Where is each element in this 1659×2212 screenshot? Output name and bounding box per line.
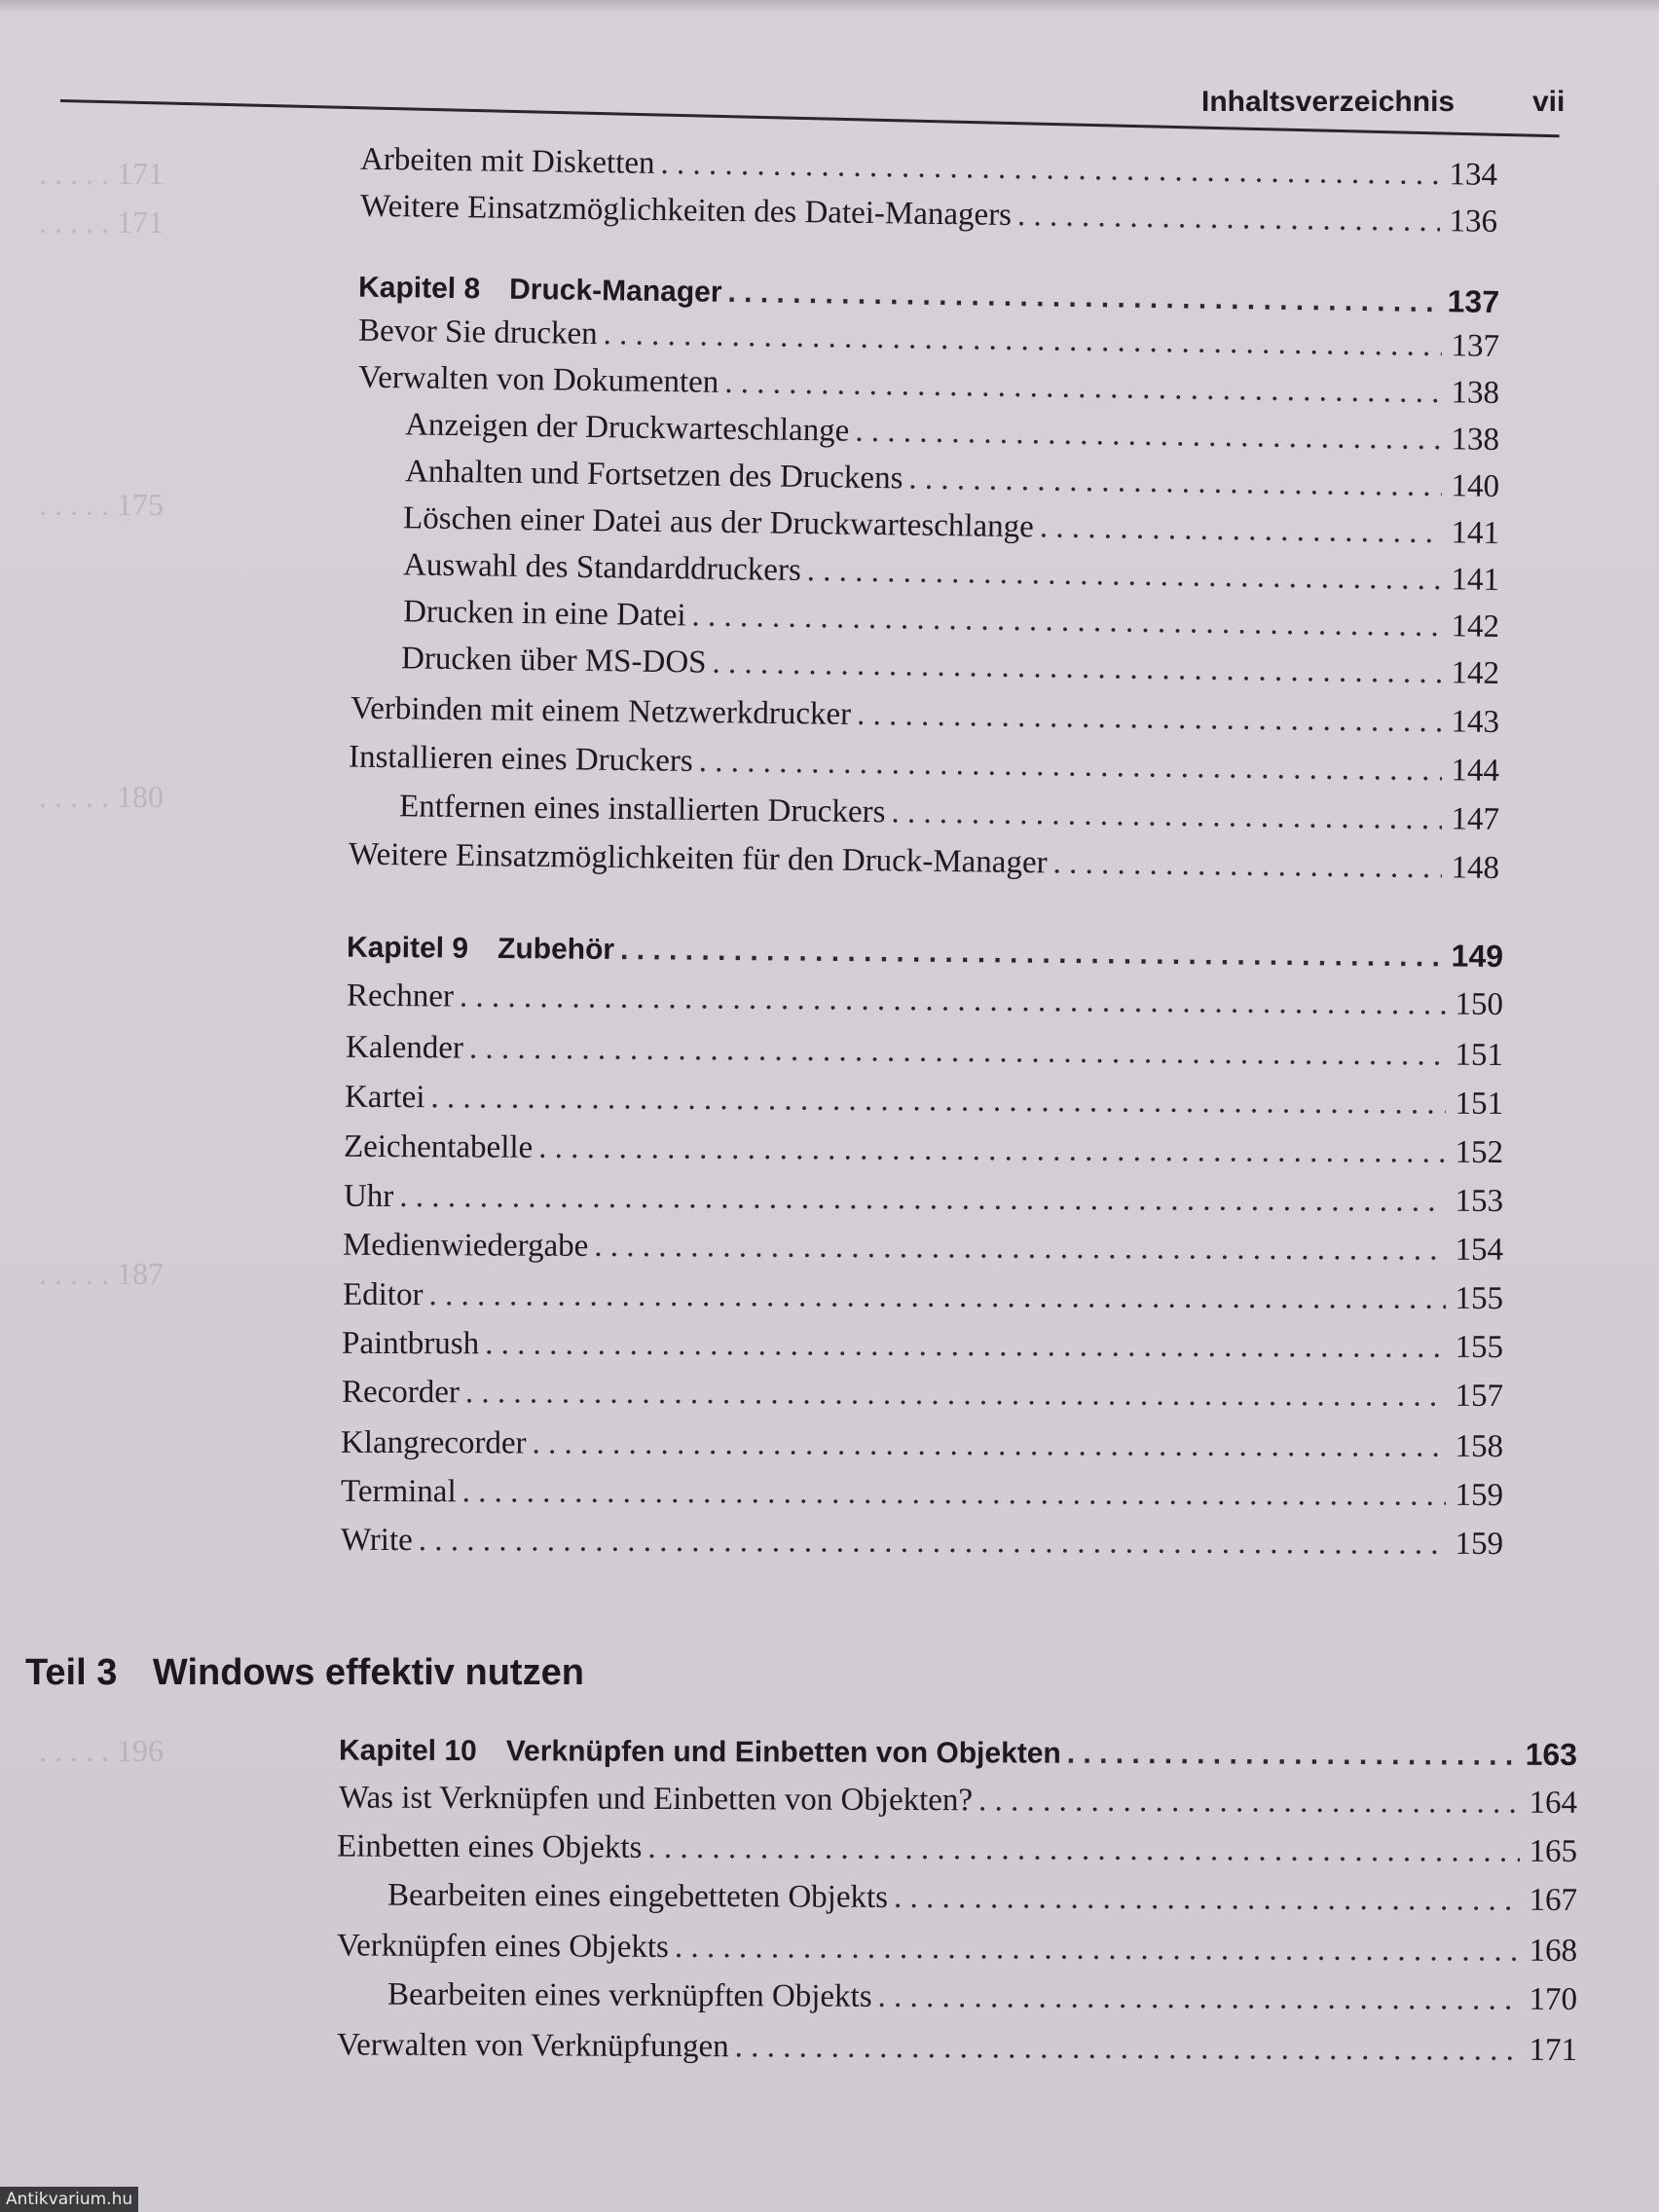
entry-title: Paintbrush [341,1325,480,1362]
entry-title: Kalender [345,1029,464,1066]
dot-leader [538,1128,1445,1172]
entry-title: Editor [342,1276,424,1313]
chapter-label: Kapitel 10 [338,1734,477,1768]
dot-leader [603,314,1441,365]
toc-entry-row [349,738,1499,791]
running-header-page-number: vii [1532,86,1566,118]
toc-entry-row [343,1275,1503,1318]
show-through-text: . . . . . 171 [39,156,164,191]
page-number: 141 [1451,515,1500,551]
dot-leader [1017,196,1440,240]
page-number: 157 [1455,1378,1504,1414]
toc-chapter-row [339,1729,1577,1776]
toc-subentry-row [399,787,1499,839]
show-through-text: . . . . . 175 [39,487,164,522]
dot-leader [724,363,1442,412]
page-number: 170 [1529,1981,1578,2017]
dot-leader [428,1275,1445,1318]
toc-chapter-row [347,927,1503,977]
entry-title: Bearbeiten eines verknüpften Objekts [387,1976,872,2014]
entry-title: Terminal [340,1473,457,1510]
dot-leader [691,596,1442,645]
dot-leader [978,1781,1520,1822]
dot-leader [647,1828,1519,1871]
dot-leader [727,274,1438,322]
toc-subentry-row [401,639,1499,693]
page-number: 171 [1529,2032,1578,2068]
page-number: 138 [1451,422,1500,458]
entry-title: Auswahl des Standarddruckers [402,547,802,588]
entry-title: Uhr [343,1178,394,1215]
chapter-label: Kapitel 9 [346,931,469,965]
running-header-title: Inhaltsverzeichnis [1201,86,1456,118]
page-number: 167 [1529,1882,1578,1918]
entry-title: Weitere Einsatzmöglichkeiten für den Druck-Manager [348,836,1048,881]
show-through-text: . . . . . 171 [39,204,164,240]
toc-entry-row [350,689,1499,742]
toc-entry-row [346,1028,1503,1075]
page-number: 142 [1451,655,1500,691]
dot-leader [807,551,1442,599]
entry-title: Anhalten und Fortsetzen des Druckens [404,454,903,497]
entry-title: Recorder [341,1374,461,1411]
page-number: 159 [1455,1477,1504,1513]
entry-title: Einbetten eines Objekts [336,1828,643,1865]
page-number: 158 [1455,1428,1504,1464]
dot-leader [894,1878,1520,1920]
dot-leader [399,1177,1445,1221]
entry-title: Klangrecorder [340,1424,527,1461]
page-number: 147 [1451,801,1500,837]
show-through-text: . . . . . 187 [39,1256,164,1291]
entry-title: Zeichentabelle [343,1128,534,1165]
dot-leader [469,1029,1446,1075]
page-number: 163 [1525,1736,1578,1772]
chapter-heading [347,929,614,970]
page-number: 159 [1455,1526,1504,1562]
page-number: 151 [1455,1037,1504,1073]
dot-leader [1052,843,1441,887]
toc-entry-row [344,1127,1503,1172]
toc-entry-row [337,2025,1577,2070]
page-number: 143 [1451,704,1500,740]
chapter-heading [339,1731,1061,1773]
part-heading [25,1652,584,1694]
dot-leader [877,1977,1519,2019]
entry-title: Drucken in eine Datei [402,594,686,634]
part-title: Windows effektiv nutzen [152,1652,584,1693]
dot-leader [857,695,1442,741]
page-number: 138 [1451,375,1500,411]
chapter-label: Kapitel 8 [357,271,481,306]
page-number: 140 [1451,468,1500,504]
toc-entry-row [341,1521,1503,1564]
entry-title: Was ist Verknüpfen und Einbetten von Objekten? [338,1780,974,1819]
entry-title: Write [340,1522,413,1559]
show-through-text: . . . . . 180 [39,779,164,814]
dot-leader [699,742,1442,790]
page-number: 142 [1451,608,1500,645]
entry-title: Medienwiedergabe [342,1227,589,1264]
page-number: 168 [1529,1933,1578,1969]
toc-entry-row [339,1778,1577,1823]
toc-entry-row [345,1078,1503,1124]
chapter-heading [358,269,722,313]
page-number: 155 [1455,1329,1504,1365]
chapter-title: Verknüpfen und Einbetten von Objekten [505,1735,1061,1770]
dot-leader [462,1472,1446,1515]
page-number: 144 [1451,753,1500,789]
entry-title: Weitere Einsatzmöglichkeiten des Datei-Managers [359,188,1013,234]
page-number: 137 [1447,283,1500,319]
dot-leader [675,1928,1520,1971]
page-number: 141 [1451,562,1500,598]
part-label: Teil 3 [25,1652,118,1693]
chapter-title: Zubehör [497,932,615,967]
page-number: 152 [1455,1134,1504,1170]
toc-entry-row [337,1826,1577,1871]
entry-title: Installieren eines Druckers [348,739,693,779]
page-number: 149 [1451,938,1504,974]
toc-subentry-row [403,592,1499,646]
entry-title: Drucken über MS-DOS [400,641,707,681]
toc-entry-row [360,140,1497,195]
entry-title: Verwalten von Dokumenten [357,359,719,400]
toc-subentry-row [405,452,1499,506]
entry-title: Kartei [344,1079,425,1116]
entry-title: Anzeigen der Druckwarteschlange [404,407,850,449]
dot-leader [419,1521,1446,1564]
dot-leader [485,1324,1445,1366]
toc-subentry-row [403,498,1499,553]
toc-entry-row [347,977,1503,1024]
watermark: Antikvarium.hu [0,2187,138,2212]
toc-subentry-row [387,1876,1577,1920]
toc-subentry-row [403,545,1499,600]
dot-leader [532,1424,1445,1466]
entry-title: Rechner [346,977,455,1014]
show-through-text: . . . . . 196 [39,1733,164,1768]
toc-entry-row [344,1177,1503,1221]
entry-title: Bevor Sie drucken [357,313,598,352]
dot-leader [620,931,1442,977]
dot-leader [908,460,1442,506]
page-number: 155 [1455,1280,1504,1316]
toc-entry-row [358,358,1499,413]
dot-leader [660,144,1440,194]
page-number: 136 [1449,203,1498,240]
page-edge-shadow [0,0,1659,14]
dot-leader [735,2027,1520,2070]
page-number: 153 [1455,1183,1504,1219]
dot-leader [430,1078,1445,1123]
entry-title: Verknüpfen eines Objekts [336,1928,670,1965]
entry-title: Löschen einer Datei aus der Druckwarteschlange [402,500,1035,545]
entry-title: Verwalten von Verknüpfungen [336,2027,729,2065]
dot-leader [460,977,1446,1024]
dot-leader [594,1227,1445,1270]
dot-leader [712,644,1442,692]
dot-leader [1040,507,1442,552]
page-number: 150 [1455,986,1504,1022]
page-number: 134 [1449,157,1498,193]
toc-entry-row [337,1926,1577,1971]
toc-entry-row [341,1423,1503,1466]
toc-subentry-row [405,405,1499,460]
dot-leader [465,1373,1446,1416]
dot-leader [891,793,1442,838]
dot-leader [855,412,1442,459]
page-number: 165 [1529,1833,1578,1869]
page-number: 164 [1529,1785,1578,1821]
dot-leader [1067,1735,1516,1776]
page-number: 148 [1451,850,1500,886]
page-number: 154 [1455,1232,1504,1268]
toc-entry-row [342,1324,1503,1367]
entry-title: Entfernen eines installierten Druckers [398,789,886,830]
entry-title: Verbinden mit einem Netzwerkdrucker [350,690,852,732]
toc-entry-row [343,1226,1503,1270]
entry-title: Arbeiten mit Disketten [359,141,655,181]
page-number: 137 [1451,328,1500,364]
toc-entry-row [341,1472,1503,1515]
page-number: 151 [1455,1086,1504,1122]
toc-entry-row [360,187,1497,241]
entry-title: Bearbeiten eines eingebetteten Objekts [387,1877,889,1915]
chapter-title: Druck-Manager [508,273,722,309]
toc-subentry-row [387,1975,1577,2019]
toc-entry-row [342,1373,1503,1416]
toc-entry-row [349,835,1499,888]
